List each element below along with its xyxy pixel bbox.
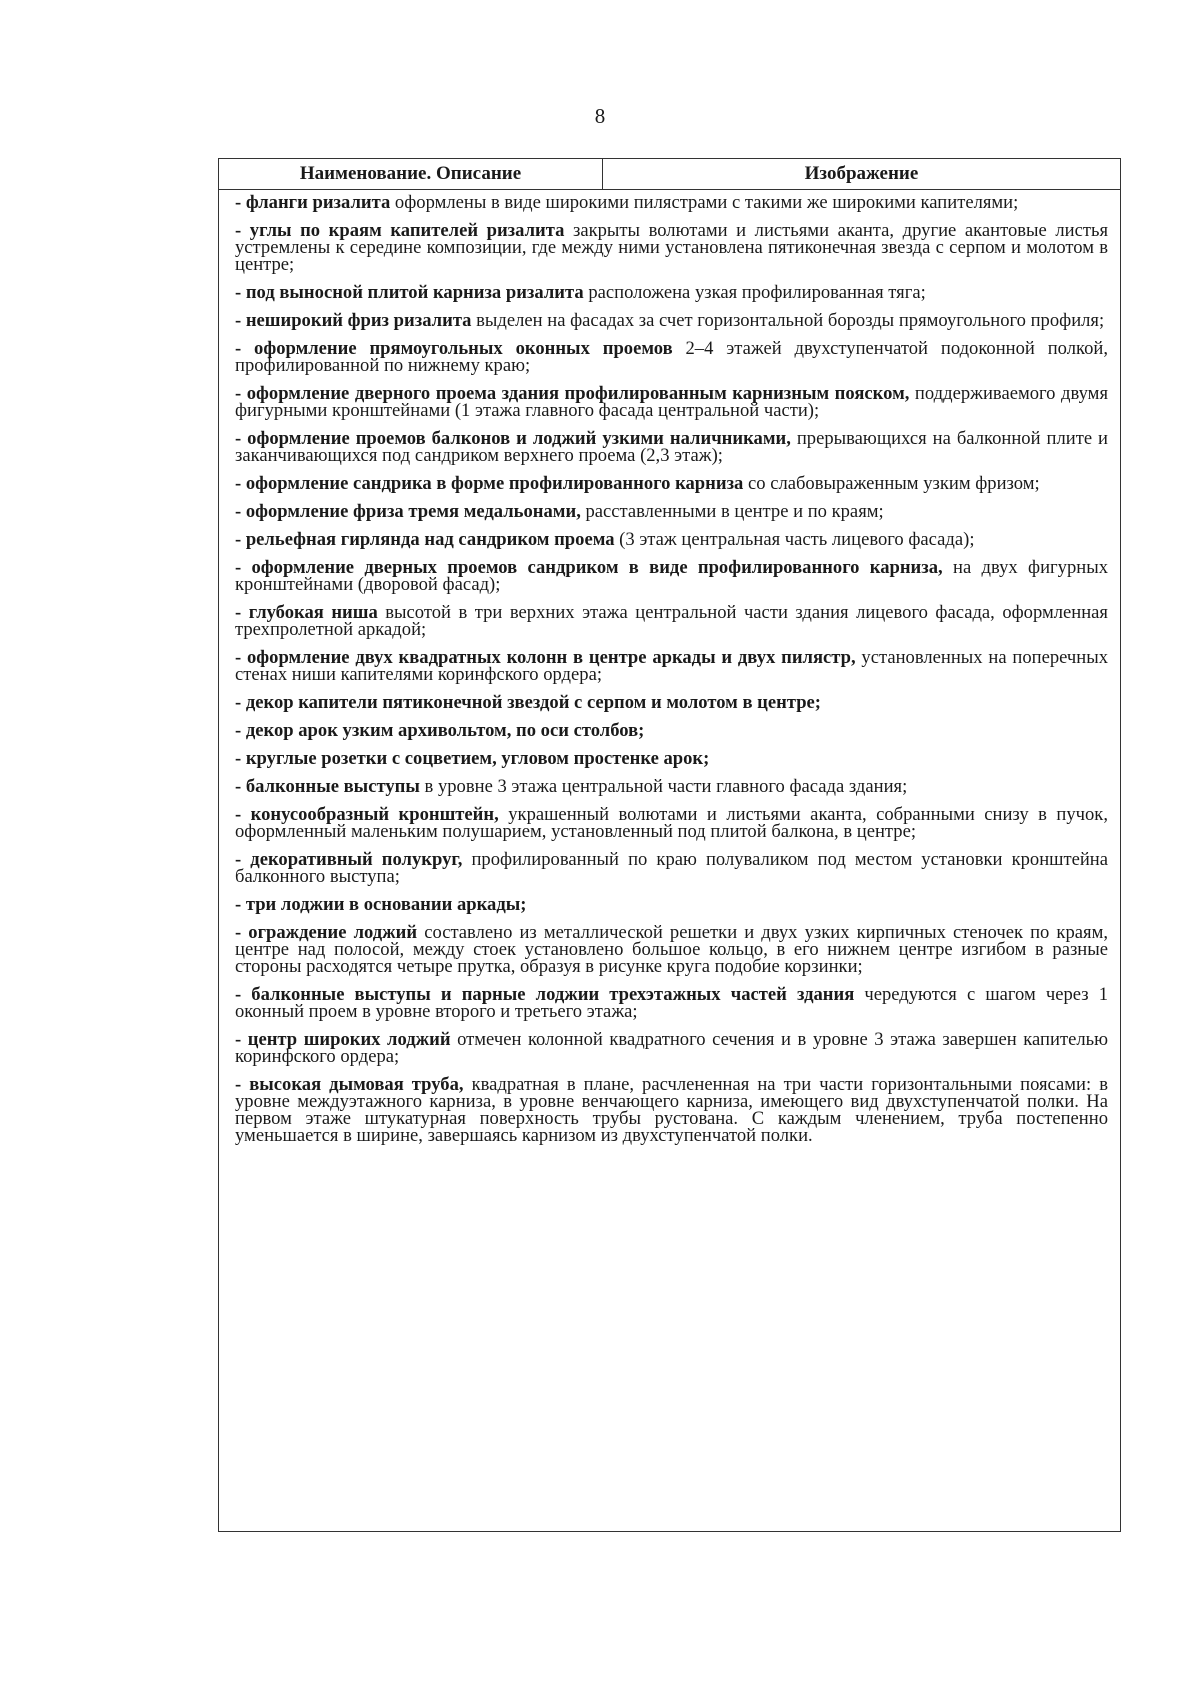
- entry-term: - оформление сандрика в форме профилированного карниза: [235, 473, 744, 494]
- description-entry: [235, 986, 1108, 1020]
- entry-term: - декор арок узким архивольтом, по оси столбов;: [235, 720, 645, 741]
- entry-term: - оформление проемов балконов и лоджий узкими наличниками,: [235, 428, 791, 449]
- table-body-cell: [219, 190, 1120, 1144]
- table-header: [219, 159, 1120, 190]
- entry-term: - ограждение лоджий: [235, 922, 418, 943]
- description-entry: [235, 194, 1108, 211]
- column-header-name-description: Наименование. Описание: [219, 159, 603, 189]
- description-entry: [235, 722, 1108, 739]
- entry-text: установленных на поперечных стенах ниши капителями коринфского ордера;: [235, 647, 1108, 685]
- description-entry: [235, 385, 1108, 419]
- description-entry: [235, 896, 1108, 913]
- description-entry: [235, 559, 1108, 593]
- entry-text: (3 этаж центральная часть лицевого фасада);: [614, 529, 975, 550]
- entry-text: со слабовыраженным узким фризом;: [743, 473, 1040, 494]
- description-entry: [235, 531, 1108, 548]
- entry-text: высотой в три верхних этажа центральной части здания лицевого фасада, оформленная трехпролетной аркадой;: [235, 602, 1108, 640]
- entry-text: украшенный волютами и листьями аканта, собранными снизу в пучок, оформленный маленьким полушарием, установленный под плитой балкона, в центре;: [235, 804, 1108, 842]
- description-entry: [235, 778, 1108, 795]
- entry-term: - три лоджии в основании аркады;: [235, 894, 527, 915]
- description-entry: [235, 924, 1108, 975]
- entry-text: квадратная в плане, расчлененная на три части горизонтальными поясами: в уровне междуэтажного карниза, в уровне венчающего карниза, имеющего вид двухступенчатой полки. На первом этаже штукатурная поверхность трубы рустована. С каждым членением, труба постепенно уменьшается в ширине, завершаясь карнизом из двухступенчатой полки.: [235, 1074, 1108, 1146]
- description-entry: [235, 649, 1108, 683]
- entry-term: - оформление дверного проема здания профилированным карнизным пояском,: [235, 383, 910, 404]
- description-entry: [235, 430, 1108, 464]
- entry-term: - глубокая ниша: [235, 602, 378, 623]
- entry-text: оформлены в виде широкими пилястрами с такими же широкими капителями;: [390, 192, 1019, 213]
- description-entry: [235, 694, 1108, 711]
- entry-term: - балконные выступы и парные лоджии трехэтажных частей здания: [235, 984, 855, 1005]
- entry-term: - круглые розетки с соцветием, угловом простенке арок;: [235, 748, 710, 769]
- entry-text: в уровне 3 этажа центральной части главного фасада здания;: [419, 776, 908, 797]
- entry-text: профилированный по краю полуваликом под местом установки кронштейна балконного выступа;: [235, 849, 1108, 887]
- description-entry: [235, 750, 1108, 767]
- entry-term: - балконные выступы: [235, 776, 420, 797]
- entry-term: - декоративный полукруг,: [235, 849, 463, 870]
- entry-text: прерывающихся на балконной плите и заканчивающихся под сандриком верхнего проема (2,3 этаж);: [235, 428, 1109, 466]
- entry-term: - фланги ризалита: [235, 192, 391, 213]
- description-entry: [235, 503, 1108, 520]
- entry-text: расставленными в центре и по краям;: [580, 501, 884, 522]
- description-table: [218, 158, 1121, 1532]
- description-entry: [235, 284, 1108, 301]
- entry-text: отмечен колонной квадратного сечения и в уровне 3 этажа завершен капителью коринфского ордера;: [235, 1029, 1108, 1067]
- entry-term: - декор капители пятиконечной звездой с серпом и молотом в центре;: [235, 692, 821, 713]
- entry-text: поддерживаемого двумя фигурными кронштейнами (1 этажа главного фасада центральной части);: [235, 383, 1108, 421]
- description-entry: [235, 604, 1108, 638]
- entry-term: - оформление дверных проемов сандриком в виде профилированного карниза,: [235, 557, 943, 578]
- entry-term: - неширокий фриз ризалита: [235, 310, 472, 331]
- description-entry: [235, 1076, 1108, 1144]
- description-entry: [235, 222, 1108, 273]
- description-entry: [235, 851, 1108, 885]
- entry-text: чередуются с шагом через 1 оконный проем в уровне второго и третьего этажа;: [235, 984, 1109, 1022]
- entry-text: на двух фигурных кронштейнами (дворовой фасад);: [235, 557, 1109, 595]
- page-number: 8: [594, 104, 606, 128]
- entry-term: - под выносной плитой карниза ризалита: [235, 282, 584, 303]
- column-header-image: Изображение: [804, 163, 919, 184]
- entry-term: - оформление прямоугольных оконных проемов: [235, 338, 673, 359]
- entry-term: - оформление двух квадратных колонн в центре аркады и двух пилястр,: [235, 647, 856, 668]
- entry-term: - рельефная гирлянда над сандриком проема: [235, 529, 615, 550]
- description-entry: [235, 340, 1108, 374]
- entry-term: - конусообразный кронштейн,: [235, 804, 499, 825]
- description-entry: [235, 312, 1108, 329]
- description-entry: [235, 475, 1108, 492]
- entry-text: выделен на фасадах за счет горизонтальной борозды прямоугольного профиля;: [471, 310, 1105, 331]
- description-entry: [235, 806, 1108, 840]
- entry-text: расположена узкая профилированная тяга;: [583, 282, 926, 303]
- entry-term: - центр широких лоджий: [235, 1029, 451, 1050]
- entry-term: - углы по краям капителей ризалита: [235, 220, 565, 241]
- entry-text: 2–4 этажей двухступенчатой подоконной полкой, профилированной по нижнему краю;: [235, 338, 1108, 376]
- entry-term: - оформление фриза тремя медальонами,: [235, 501, 581, 522]
- description-entry: [235, 1031, 1108, 1065]
- entry-text: составлено из металлической решетки и двух узких кирпичных стеночек по краям, центре над полосой, между стоек установлено большое кольцо, в его нижнем центре изгибом в разные стороны расходятся четыре прутка, образуя в рисунке круга подобие корзинки;: [235, 922, 1108, 977]
- entry-term: - высокая дымовая труба,: [235, 1074, 464, 1095]
- entry-text: закрыты волютами и листьями аканта, другие акантовые листья устремлены к середине композиции, где между ними установлена пятиконечная звезда с серпом и молотом в центре;: [235, 220, 1108, 275]
